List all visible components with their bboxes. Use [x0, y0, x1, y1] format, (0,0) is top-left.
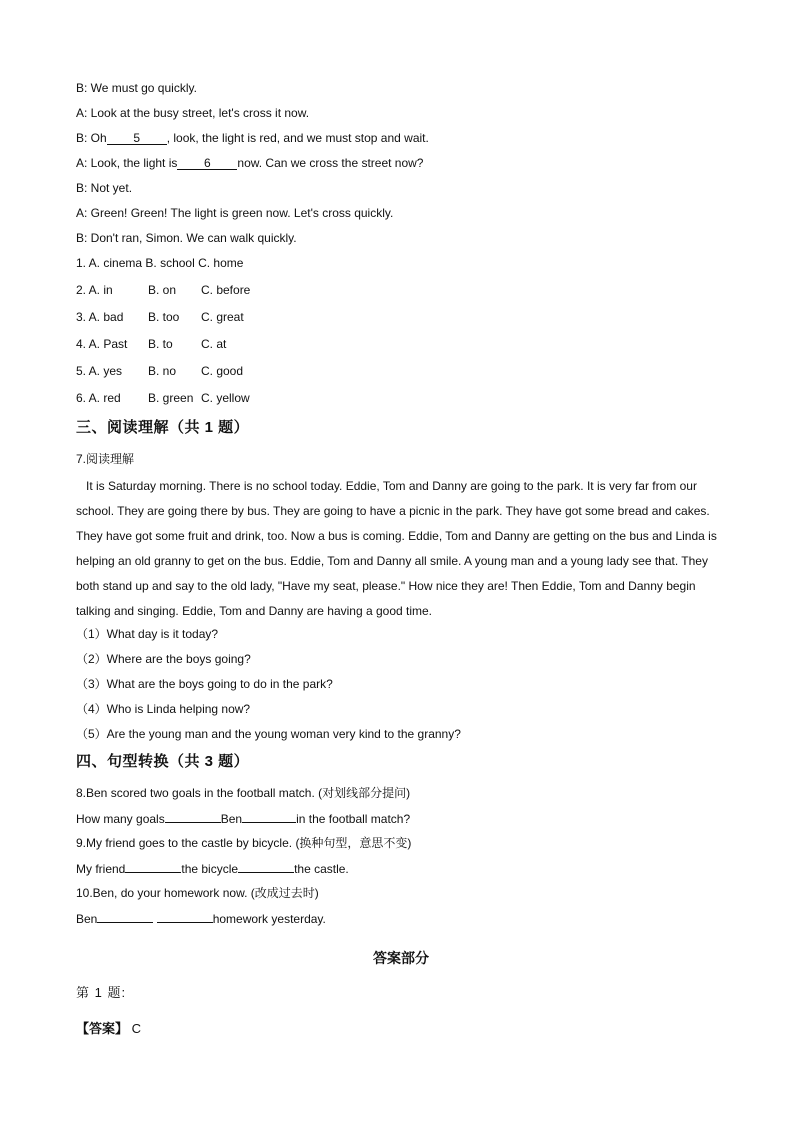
question-9: 9.My friend goes to the castle by bicycle. (换种句型，意思不变)	[76, 836, 412, 850]
option-c[interactable]: C. good	[201, 364, 244, 378]
blank-10a[interactable]	[97, 908, 153, 923]
reading-question: （2）Where are the boys going?	[76, 652, 251, 666]
option-row-4	[76, 334, 726, 361]
section-heading-reading: 三、阅读理解（共 1 题）	[76, 419, 250, 436]
answer-label: 【答案】	[76, 1021, 129, 1036]
reading-question: （5）Are the young man and the young woman very kind to the granny?	[76, 727, 461, 741]
answer-line-10: Ben homework yesterday.	[76, 908, 726, 933]
option-row-1	[76, 253, 726, 280]
blank-8a[interactable]	[165, 808, 221, 823]
dialogue-line: B: Not yet.	[76, 181, 133, 195]
option-a[interactable]: 3. A. bad	[76, 310, 124, 324]
section-heading-transform: 四、句型转换（共 3 题）	[76, 753, 250, 770]
option-c[interactable]: C. yellow	[201, 391, 250, 405]
dialogue-line: B: Don't ran, Simon. We can walk quickly.	[76, 231, 297, 245]
option-a[interactable]: 6. A. red	[76, 391, 121, 405]
reading-question: （1）What day is it today?	[76, 627, 219, 641]
option-a[interactable]: 2. A. in	[76, 283, 113, 297]
document-page	[76, 78, 726, 1041]
dialogue-line: B: We must go quickly.	[76, 81, 197, 95]
blank-10b[interactable]	[157, 908, 213, 923]
option-a[interactable]: 4. A. Past	[76, 337, 128, 351]
option-a[interactable]: 1. A. cinema	[76, 256, 143, 270]
blank-6[interactable]: 6	[177, 155, 237, 170]
option-b[interactable]: B. too	[148, 310, 180, 324]
option-row-3	[76, 307, 726, 334]
question-title: 7.阅读理解	[76, 452, 135, 466]
reading-passage: It is Saturday morning. There is no school today. Eddie, Tom and Danny are going to the park. It is very far from our school. They are going there by bus. They are going to have a picnic in the park. They have got some bread and cakes. They have got some fruit and drink, too. Now a bus is coming. Eddie, Tom and Danny are getting on the bus and Linda is helping an old granny to get on the bus. Eddie, Tom and Danny all smile. A young man and a young lady see that. They both stand up and say to the old lady, "Have my seat, please." How nice they are! Then Eddie, Tom and Danny begin talking and singing. Eddie, Tom and Danny are having a good time.	[76, 479, 717, 618]
option-row-6	[76, 388, 726, 415]
dialogue-line: A: Look at the busy street, let's cross it now.	[76, 106, 310, 120]
option-b[interactable]: B. to	[148, 337, 173, 351]
reading-question: （4）Who is Linda helping now?	[76, 702, 251, 716]
option-b[interactable]: B. on	[148, 283, 177, 297]
option-a[interactable]: 5. A. yes	[76, 364, 123, 378]
answer-line-9: My friend the bicycle the castle.	[76, 858, 726, 883]
answer-question-label: 第 1 题:	[76, 985, 127, 1000]
option-c[interactable]: C. home	[198, 256, 244, 270]
option-b[interactable]: B. school	[145, 256, 195, 270]
answer-line-8: How many goals Ben in the football match?	[76, 808, 726, 833]
option-row-5	[76, 361, 726, 388]
question-8: 8.Ben scored two goals in the football match. (对划线部分提问)	[76, 786, 411, 800]
option-row-2	[76, 280, 726, 307]
option-c[interactable]: C. before	[201, 283, 251, 297]
option-b[interactable]: B. green	[148, 391, 194, 405]
blank-9b[interactable]	[238, 858, 294, 873]
dialogue-line: B: Oh 5 , look, the light is red, and we must stop and wait.	[76, 131, 429, 145]
option-b[interactable]: B. no	[148, 364, 177, 378]
option-c[interactable]: C. at	[201, 337, 227, 351]
answer-value: C	[131, 1021, 142, 1036]
dialogue-line: A: Look, the light is 6 now. Can we cross the street now?	[76, 156, 424, 170]
reading-question: （3）What are the boys going to do in the park?	[76, 677, 333, 691]
blank-9a[interactable]	[125, 858, 181, 873]
option-c[interactable]: C. great	[201, 310, 244, 324]
question-10: 10.Ben, do your homework now. (改成过去时)	[76, 886, 319, 900]
blank-5[interactable]: 5	[107, 130, 167, 145]
dialogue-line: A: Green! Green! The light is green now. Let's cross quickly.	[76, 206, 394, 220]
blank-8b[interactable]	[242, 808, 296, 823]
answers-heading: 答案部分	[373, 950, 429, 966]
answer-row	[76, 1017, 726, 1041]
